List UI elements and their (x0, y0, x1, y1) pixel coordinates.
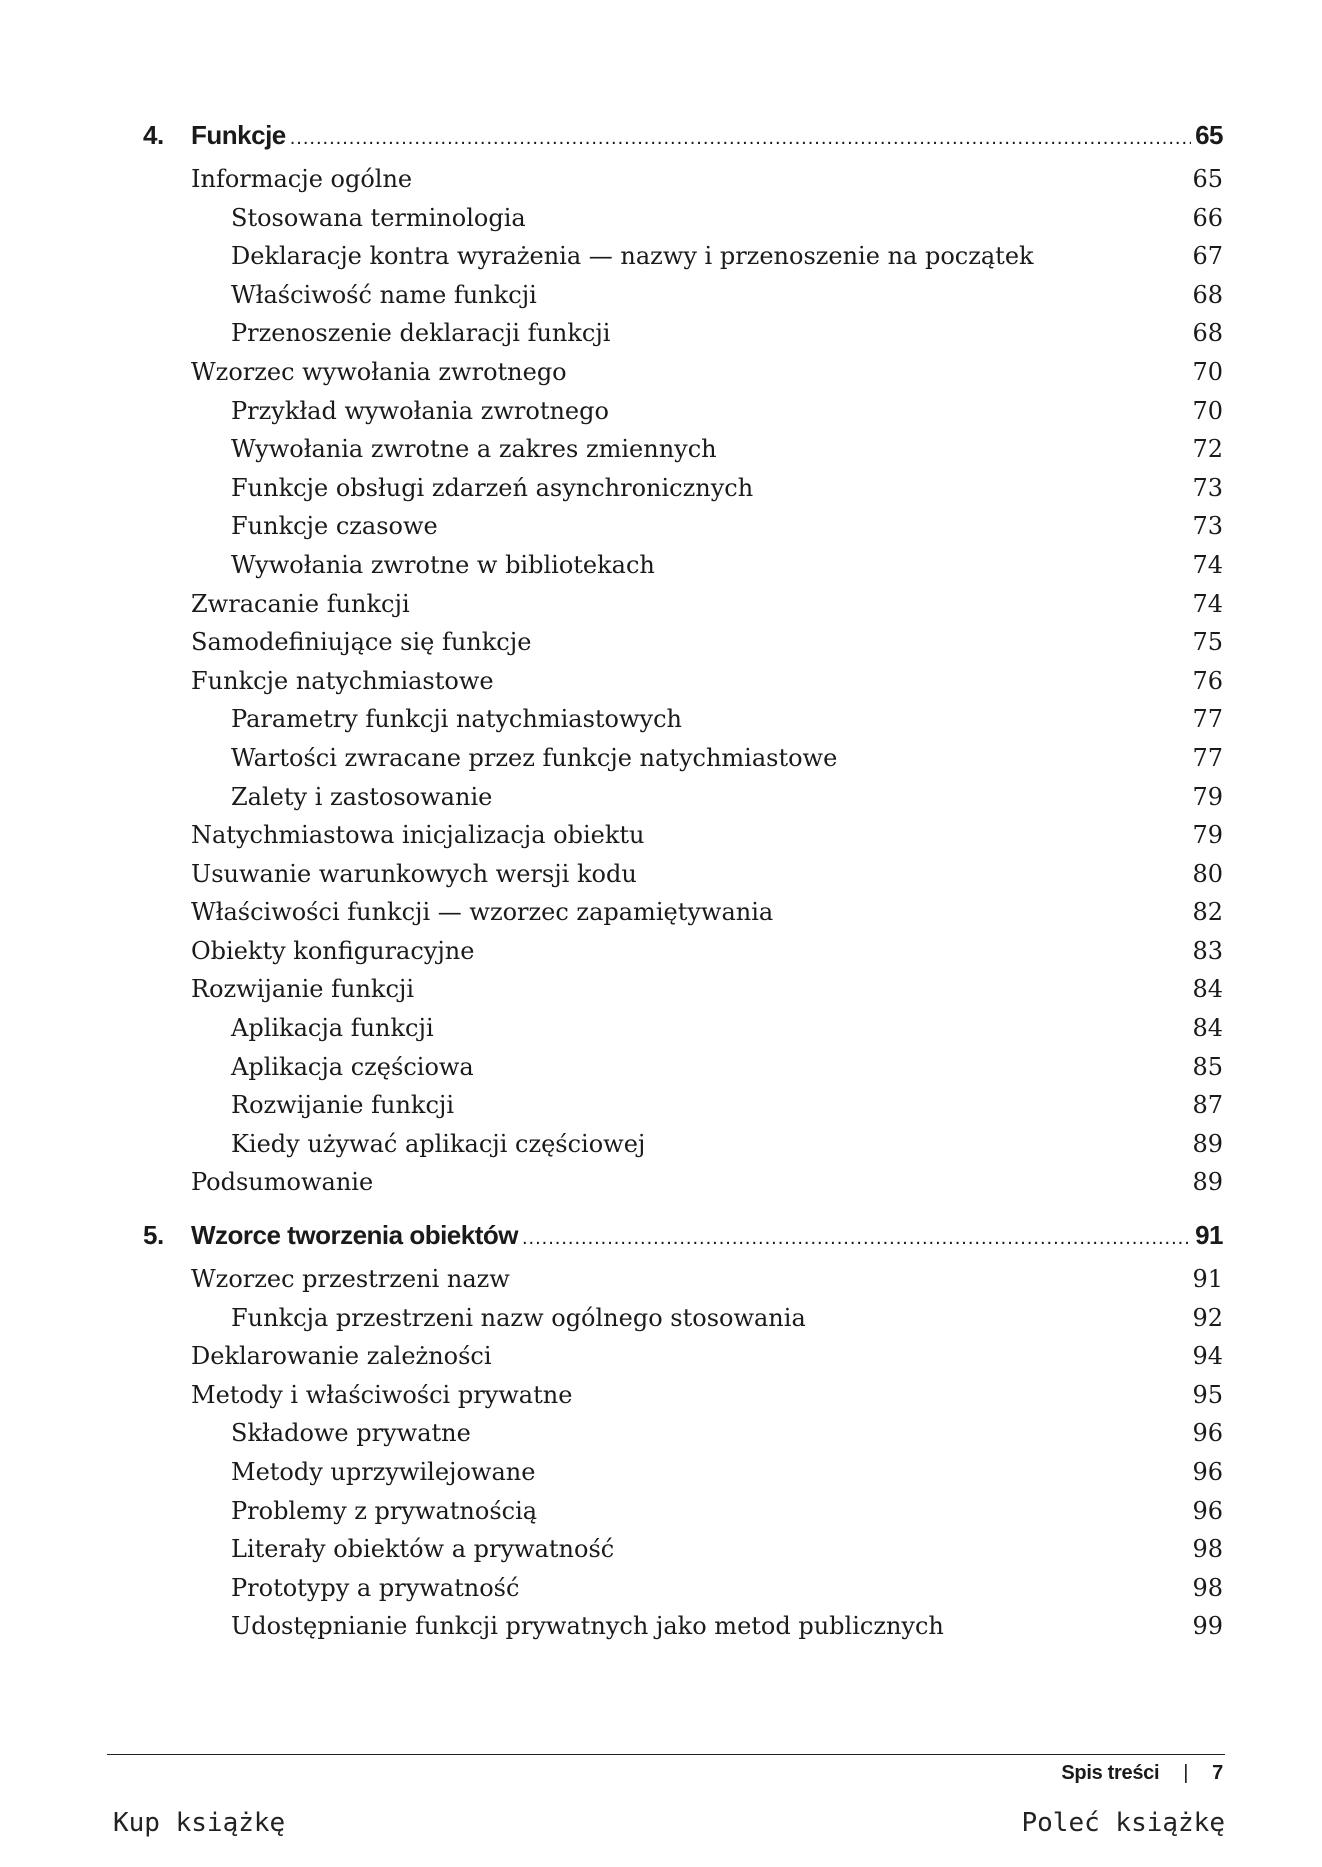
entry-page-number: 74 (1192, 550, 1223, 579)
entry-page-number: 98 (1192, 1573, 1223, 1602)
entry-page-number: 87 (1192, 1091, 1223, 1120)
entry-title: Obiekty konfiguracyjne (191, 936, 475, 965)
entry-title: Wartości zwracane przez funkcje natychmiastowe (231, 743, 838, 772)
entry-page-number: 96 (1192, 1496, 1223, 1525)
entry-page-number: 80 (1192, 859, 1223, 888)
toc-subsection-entry[interactable] (143, 276, 1223, 315)
entry-title: Wywołania zwrotne w bibliotekach (231, 550, 655, 579)
entry-title: Zalety i zastosowanie (231, 782, 493, 811)
toc-subsection-entry[interactable] (143, 199, 1223, 238)
entry-title: Aplikacja częściowa (231, 1052, 474, 1081)
entry-page-number: 66 (1192, 203, 1223, 232)
chapter-page-number: 91 (1195, 1220, 1223, 1251)
chapter-heading[interactable] (143, 120, 1223, 160)
entry-page-number: 96 (1192, 1419, 1223, 1448)
entry-title: Zwracanie funkcji (191, 589, 410, 618)
entry-title: Metody uprzywilejowane (231, 1458, 536, 1486)
toc-section-entry[interactable] (143, 662, 1223, 701)
toc-subsection-entry[interactable] (143, 392, 1223, 431)
toc-subsection-entry[interactable] (143, 546, 1223, 585)
entry-title: Przenoszenie deklaracji funkcji (231, 319, 611, 348)
entry-title: Metody i właściwości prywatne (191, 1380, 573, 1409)
entry-title: Funkcje czasowe (231, 512, 438, 541)
entry-page-number: 95 (1192, 1380, 1223, 1409)
toc-subsection-entry[interactable] (143, 700, 1223, 739)
toc-subsection-entry[interactable] (143, 1299, 1223, 1338)
toc-section-entry[interactable] (143, 353, 1223, 392)
buy-book-link[interactable]: Kup książkę (113, 1808, 286, 1838)
toc-subsection-entry[interactable] (143, 469, 1223, 508)
entry-page-number: 65 (1192, 165, 1223, 193)
entry-page-number: 68 (1192, 319, 1223, 348)
entry-title: Podsumowanie (191, 1168, 374, 1197)
toc-subsection-entry[interactable] (143, 1086, 1223, 1125)
entry-title: Rozwijanie funkcji (191, 975, 414, 1004)
chapter-number: 5. (143, 1220, 164, 1251)
entry-title: Informacje ogólne (191, 165, 413, 193)
entry-title: Usuwanie warunkowych wersji kodu (191, 859, 637, 888)
toc-section-entry[interactable] (143, 1337, 1223, 1376)
toc-section-entry[interactable] (143, 585, 1223, 624)
entry-page-number: 67 (1192, 242, 1223, 271)
entry-page-number: 85 (1192, 1052, 1223, 1081)
page-footer (1061, 1762, 1223, 1785)
toc-subsection-entry[interactable] (143, 739, 1223, 778)
toc-section-entry[interactable] (143, 970, 1223, 1009)
toc-subsection-entry[interactable] (143, 1492, 1223, 1531)
entry-title: Problemy z prywatnością (231, 1496, 538, 1525)
chapter-title: Funkcje (191, 120, 286, 150)
entry-page-number: 84 (1192, 1014, 1223, 1043)
entry-page-number: 79 (1192, 782, 1223, 811)
entry-title: Natychmiastowa inicjalizacja obiektu (191, 821, 645, 850)
entry-title: Właściwość name funkcji (231, 280, 537, 309)
entry-title: Funkcje obsługi zdarzeń asynchronicznych (231, 473, 754, 502)
entry-title: Kiedy używać aplikacji częściowej (231, 1129, 646, 1158)
footer-page-number: 7 (1212, 1762, 1223, 1784)
entry-title: Deklarowanie zależności (191, 1342, 492, 1371)
entry-title: Prototypy a prywatność (231, 1573, 520, 1602)
recommend-book-link[interactable]: Poleć książkę (1021, 1808, 1225, 1838)
entry-page-number: 77 (1192, 743, 1223, 772)
entry-title: Aplikacja funkcji (231, 1014, 434, 1043)
entry-page-number: 99 (1192, 1612, 1223, 1641)
entry-title: Przykład wywołania zwrotnego (231, 396, 609, 425)
entry-title: Funkcje natychmiastowe (191, 666, 494, 695)
entry-page-number: 84 (1192, 975, 1223, 1004)
toc-subsection-entry[interactable] (143, 1414, 1223, 1453)
entry-page-number: 91 (1192, 1265, 1223, 1294)
toc-section-entry[interactable] (143, 816, 1223, 855)
toc-section-entry[interactable] (143, 1260, 1223, 1299)
footer-section-title: Spis treści (1061, 1762, 1160, 1784)
footer-separator: | (1183, 1762, 1189, 1784)
toc-subsection-entry[interactable] (143, 1607, 1223, 1646)
toc-subsection-entry[interactable] (143, 778, 1223, 817)
dot-leader (522, 1227, 1191, 1250)
chapter-heading[interactable] (143, 1220, 1223, 1260)
entry-page-number: 70 (1192, 396, 1223, 425)
entry-page-number: 70 (1192, 357, 1223, 386)
entry-page-number: 74 (1192, 589, 1223, 618)
chapter-number: 4. (143, 120, 164, 150)
toc-subsection-entry[interactable] (143, 507, 1223, 546)
entry-title: Parametry funkcji natychmiastowych (231, 705, 682, 734)
toc-section-entry[interactable] (143, 623, 1223, 662)
entry-page-number: 79 (1192, 821, 1223, 850)
entry-title: Wywołania zwrotne a zakres zmiennych (231, 435, 717, 464)
footer-divider (107, 1754, 1225, 1755)
entry-title: Deklaracje kontra wyrażenia — nazwy i przenoszenie na początek (231, 242, 1034, 271)
entry-title: Rozwijanie funkcji (231, 1091, 454, 1120)
entry-page-number: 96 (1192, 1458, 1223, 1486)
entry-page-number: 72 (1192, 435, 1223, 464)
entry-title: Wzorzec wywołania zwrotnego (191, 357, 567, 386)
entry-title: Udostępnianie funkcji prywatnych jako metod publicznych (231, 1612, 944, 1641)
toc-subsection-entry[interactable] (143, 1125, 1223, 1164)
toc-subsection-entry[interactable] (143, 1453, 1223, 1492)
toc-subsection-entry[interactable] (143, 237, 1223, 276)
entry-page-number: 76 (1192, 666, 1223, 695)
chapter-page-number: 65 (1195, 120, 1223, 150)
entry-page-number: 83 (1192, 936, 1223, 965)
entry-title: Samodefiniujące się funkcje (191, 628, 532, 657)
entry-page-number: 75 (1192, 628, 1223, 657)
table-of-contents (143, 120, 1223, 1646)
entry-page-number: 89 (1192, 1129, 1223, 1158)
dot-leader (290, 127, 1191, 150)
toc-section-entry[interactable] (143, 1376, 1223, 1415)
toc-subsection-entry[interactable] (143, 1530, 1223, 1569)
entry-page-number: 73 (1192, 512, 1223, 541)
toc-section-entry[interactable] (143, 855, 1223, 894)
toc-subsection-entry[interactable] (143, 1048, 1223, 1087)
toc-section-entry[interactable] (143, 1163, 1223, 1202)
entry-title: Składowe prywatne (231, 1419, 471, 1448)
toc-subsection-entry[interactable] (143, 1569, 1223, 1608)
entry-page-number: 77 (1192, 705, 1223, 734)
entry-title: Literały obiektów a prywatność (231, 1535, 615, 1564)
entry-title: Funkcja przestrzeni nazw ogólnego stosowania (231, 1303, 806, 1332)
toc-section-entry[interactable] (143, 932, 1223, 971)
entry-page-number: 98 (1192, 1535, 1223, 1564)
entry-title: Stosowana terminologia (231, 203, 526, 232)
toc-subsection-entry[interactable] (143, 430, 1223, 469)
toc-section-entry[interactable] (143, 160, 1223, 199)
entry-title: Wzorzec przestrzeni nazw (191, 1265, 510, 1294)
entry-title: Właściwości funkcji — wzorzec zapamiętywania (191, 898, 774, 927)
entry-page-number: 82 (1192, 898, 1223, 927)
toc-section-entry[interactable] (143, 893, 1223, 932)
entry-page-number: 94 (1192, 1342, 1223, 1371)
toc-subsection-entry[interactable] (143, 1009, 1223, 1048)
toc-subsection-entry[interactable] (143, 314, 1223, 353)
chapter-title: Wzorce tworzenia obiektów (191, 1220, 518, 1251)
entry-page-number: 92 (1192, 1303, 1223, 1332)
entry-page-number: 73 (1192, 473, 1223, 502)
entry-page-number: 68 (1192, 280, 1223, 309)
entry-page-number: 89 (1192, 1168, 1223, 1197)
